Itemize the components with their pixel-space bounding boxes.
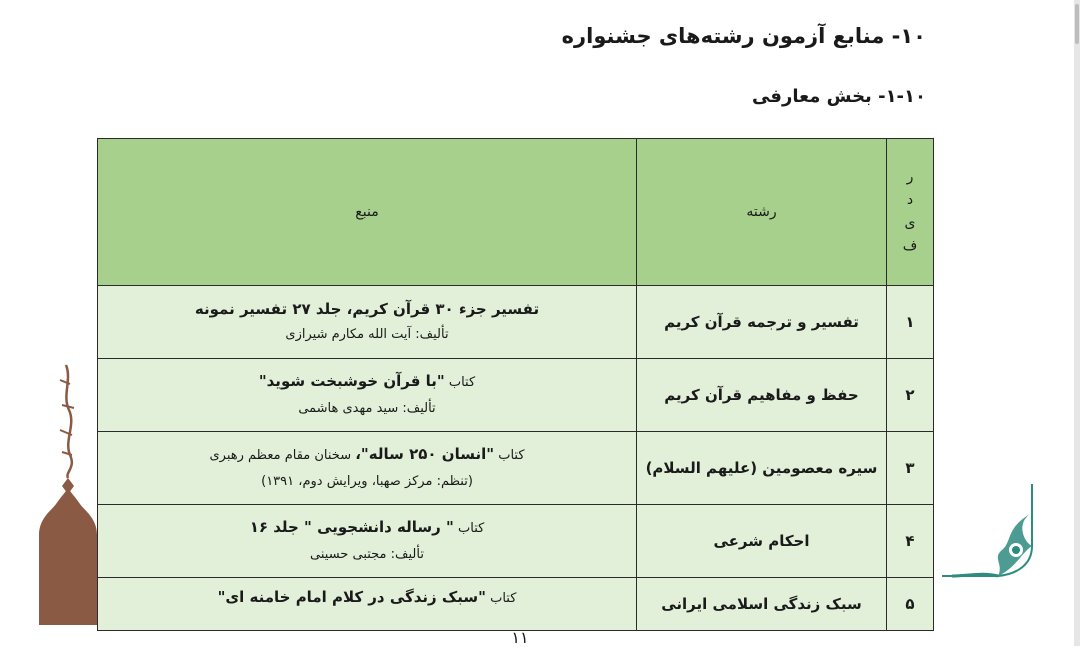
scrollbar[interactable]: [1074, 0, 1080, 646]
source-line: [98, 441, 636, 469]
row-source: [98, 578, 637, 631]
source-prefix: کتاب: [448, 375, 476, 390]
source-title: تفسیر جزء ۳۰ قرآن کریم، جلد ۲۷ تفسیر نمونه: [194, 300, 540, 318]
row-source: [98, 359, 637, 432]
header-number-char: ی: [904, 215, 916, 231]
source-author: تألیف: مجتبی حسینی: [310, 547, 424, 562]
source-line: [98, 514, 636, 542]
source-title: " رساله دانشجویی " جلد ۱۶: [249, 518, 454, 536]
table-header-row: [98, 139, 934, 286]
row-field: سیره معصومین (علیهم السلام): [637, 432, 887, 505]
table-row: [98, 578, 934, 631]
row-source: [98, 286, 637, 359]
header-number-char: د: [906, 192, 914, 208]
row-source: [98, 505, 637, 578]
table-row: [98, 286, 934, 359]
source-line: [98, 584, 636, 612]
source-line: [98, 368, 636, 396]
source-title: "سبک زندگی در کلام امام خامنه ای": [217, 588, 486, 606]
source-prefix: کتاب: [458, 521, 485, 536]
row-source: [98, 432, 637, 505]
header-source: منبع: [98, 139, 637, 286]
row-field: احکام شرعی: [637, 505, 887, 578]
row-number: ۵: [887, 578, 934, 631]
row-number: ۱: [887, 286, 934, 359]
arabesque-corner-ornament-icon: [932, 484, 1042, 584]
source-prefix: کتاب: [498, 448, 525, 463]
scrollbar-thumb[interactable]: [1075, 4, 1079, 44]
row-field: سبک زندگی اسلامی ایرانی: [637, 578, 887, 631]
page-number: ۱۱: [511, 628, 529, 647]
table-row: [98, 359, 934, 432]
table-row: [98, 432, 934, 505]
row-field: تفسیر و ترجمه قرآن کریم: [637, 286, 887, 359]
header-number-char: ف: [902, 238, 918, 254]
row-number: ۳: [887, 432, 934, 505]
row-number: ۴: [887, 505, 934, 578]
source-prefix: کتاب: [490, 591, 517, 606]
section-title: ۱۰- منابع آزمون رشته‌های جشنواره: [561, 24, 926, 48]
row-number: ۲: [887, 359, 934, 432]
table-row: [98, 505, 934, 578]
source-author: تألیف: سید مهدی هاشمی: [298, 401, 436, 416]
subsection-title: ۱-۱۰- بخش معارفی: [751, 86, 926, 107]
source-title: "انسان ۲۵۰ ساله"،: [355, 445, 495, 463]
source-author: (تنظم: مرکز صهبا، ویرایش دوم، ۱۳۹۱): [261, 474, 473, 489]
source-title: "با قرآن خوشبخت شوید": [258, 372, 445, 390]
header-field: رشته: [637, 139, 887, 286]
mihrab-calligraphy-ornament-icon: [38, 360, 98, 625]
header-number: [887, 139, 934, 286]
row-field: حفظ و مفاهیم قرآن کریم: [637, 359, 887, 432]
source-author: تألیف: آیت الله مکارم شیرازی: [285, 327, 449, 342]
sources-table: [97, 138, 934, 631]
source-suffix: سخنان مقام معظم رهبری: [209, 448, 352, 463]
header-number-char: ر: [906, 169, 914, 185]
